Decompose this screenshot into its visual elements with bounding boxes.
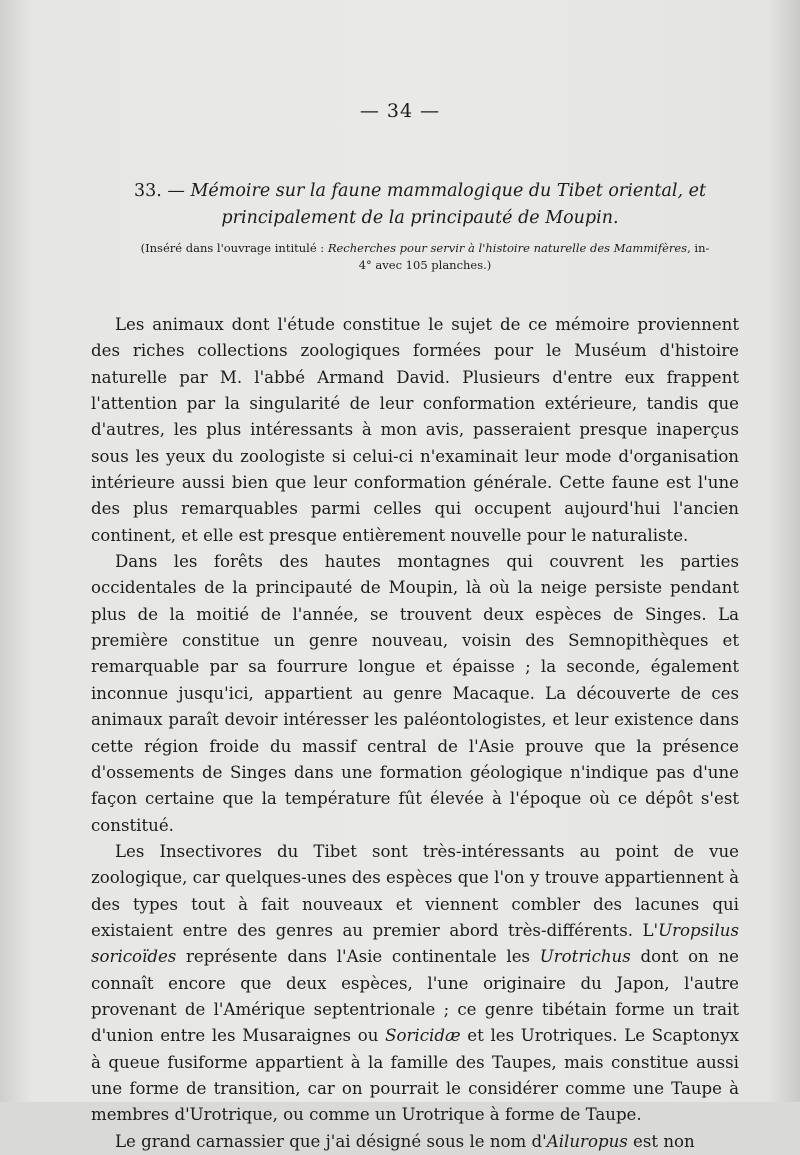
body-text — [91, 312, 739, 1155]
text-run: Les animaux dont l'étude constitue le sujet de ce mémoire proviennent des riches collections zoologiques formées pour le Muséum d'histoire naturelle par M. l'abbé Armand David. Plusieurs d'entre eux frappent l'attention par la singularité de leur conformation extérieure, tandis que d'autres, les plus intéressants à mon avis, passeraient presque inaperçus sous les yeux du zoologiste si celui-ci n'examinait leur mode d'organisation intérieure aussi bien que leur conformation générale. Cette faune est l'une des plus remarquables parmi celles qui occupent aujourd'hui l'ancien continent, et elle est presque entièrement nouvelle pour le naturaliste. — [91, 315, 739, 545]
paragraph — [91, 1129, 739, 1155]
section-heading — [110, 178, 730, 232]
italic-term: Urotrichus — [539, 947, 631, 967]
text-run: Les Insectivores du Tibet sont très-intéressants au point de vue zoologique, car quelques-unes des espèces que l'on y trouve appartiennent à des types tout à fait nouveaux et viennent combler des lacunes qui existaient entre des genres au premier abord très-différents. L' — [91, 841, 739, 940]
note-prefix: (Inséré dans l'ouvrage intitulé : — [140, 241, 328, 255]
italic-term: Uropsilus soricoïdes — [91, 920, 739, 967]
text-run: Dans les forêts des hautes montagnes qui couvrent les parties occidentales de la principauté de Moupin, là où la neige persiste pendant plus de la moitié de l'année, se trouvent deux espèces de Singes. La première constitue un genre nouveau, voisin des Semnopithèques et remarquable par sa fourrure longue et épaisse ; la seconde, également inconnue jusqu'ici, appartient au genre Macaque. La découverte de ces animaux paraît devoir intéresser les paléontologistes, et leur existence dans cette région froide du massif central de l'Asie prouve que la présence d'ossements de Singes dans une formation géologique n'indique pas d'une façon certaine que la température fût élevée à l'époque où ce dépôt s'est constitué. — [91, 552, 739, 835]
italic-term: Ailuropus — [546, 1131, 628, 1151]
page-number: — 34 — — [359, 100, 441, 122]
italic-term: Soricidæ — [385, 1026, 461, 1046]
section-number: 33. — — [133, 181, 185, 201]
text-run: dont on ne connaît encore que deux espèces, l'une originaire du Japon, l'autre provenant de l'Amérique septentrionale ; ce genre tibétain forme un trait d'union entre les Musaraignes ou — [91, 947, 739, 1046]
publication-note — [140, 240, 710, 274]
text-run: représente dans l'Asie continentale les — [176, 947, 540, 967]
paragraph — [91, 839, 739, 1129]
text-run: et les Urotriques. Le Scaptonyx à queue fusiforme appartient à la famille des Taupes, mais constitue aussi une forme de transition, car on pourrait le considérer comme une Taupe à membres d'Urotrique, ou comme un Urotrique à forme de Taupe. — [91, 1026, 739, 1125]
note-suffix: , in-4° avec 105 planches.) — [358, 241, 710, 272]
text-run: est non — [627, 1131, 695, 1151]
note-work-title: Recherches pour servir à l'histoire naturelle des Mammifères — [327, 241, 688, 255]
section-title: Mémoire sur la faune mammalogique du Tibet oriental, et principalement de la principauté de Moupin. — [190, 181, 707, 228]
text-run: Le grand carnassier que j'ai désigné sous le nom d' — [115, 1131, 547, 1151]
paragraph — [91, 549, 739, 839]
paragraph — [91, 312, 739, 549]
